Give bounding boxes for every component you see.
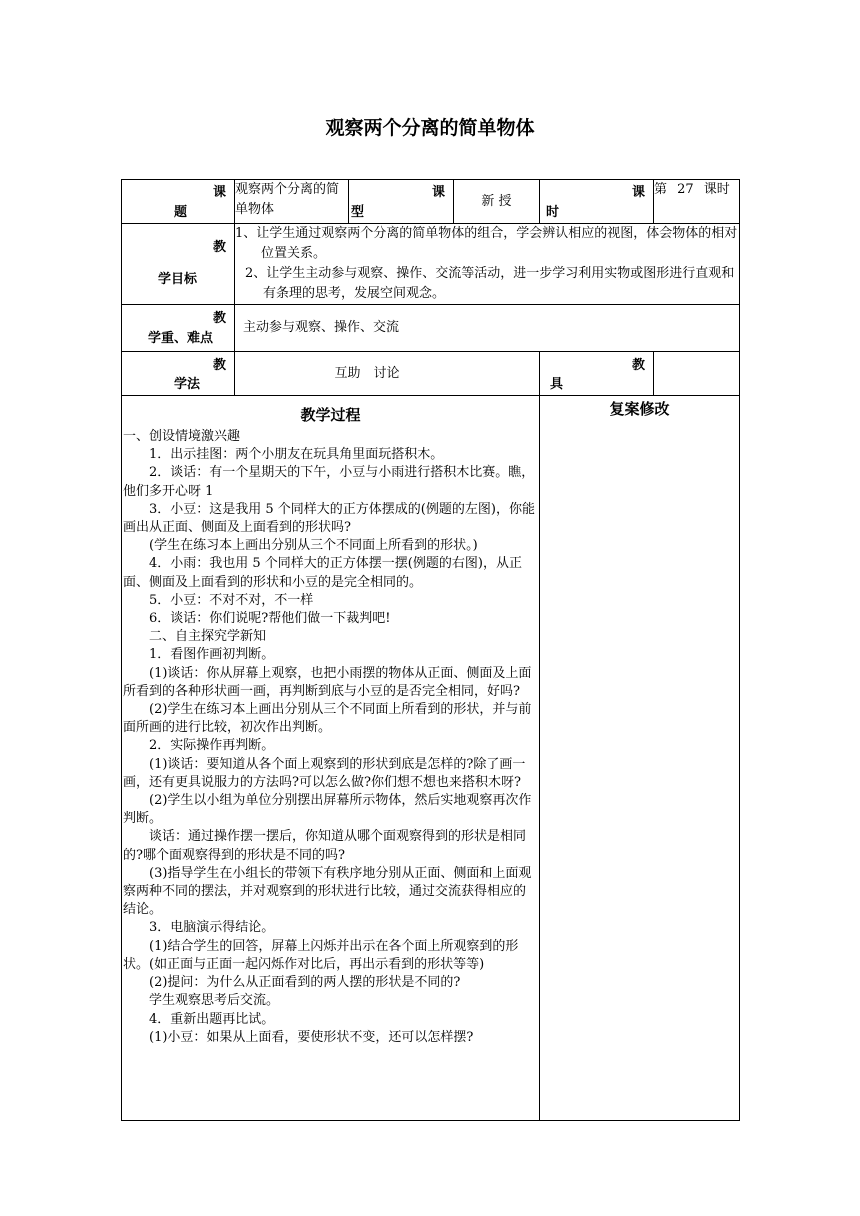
lesson-plan-table [121, 179, 740, 1121]
process-line: 2．谈话：有一个星期天的下午，小豆与小雨进行搭积木比赛。瞧，他们多开心呀 1 [123, 465, 535, 499]
type-label-cell [349, 180, 454, 224]
process-line: 1．出示挂图：两个小朋友在玩具角里面玩搭积木。 [149, 447, 444, 463]
process-line: (2)学生以小组为单位分别摆出屏幕所示物体，然后实地观察再次作判断。 [123, 793, 532, 827]
process-heading: 教学过程 [300, 406, 361, 424]
process-line: (1)结合学生的回答，屏幕上闪烁并出示在各个面上所观察到的形状。(如正面与正面一起闪烁作对比后，再出示看到的形状等等) [123, 938, 519, 972]
goals-label-bottom: 学目标 [158, 272, 198, 287]
goal-item-1: 1、让学生通过观察两个分离的简单物体的组合，学会辨认相应的视图，体会物体的相对位置关系。 [235, 226, 738, 261]
process-line: (2)学生在练习本上画出分别从三个不同面上所看到的形状，并与前面所画的进行比较，初次作出判断。 [123, 702, 532, 736]
process-line: 3．小豆：这是我用 5 个同样大的正方体摆成的(例题的左图)，你能画出从正面、侧面及上面看到的形状吗? [123, 501, 535, 536]
tools-label-top: 教 [631, 358, 645, 373]
goals-row [122, 224, 740, 305]
process-row [122, 396, 740, 1121]
process-line: (1)谈话：你从屏幕上观察，也把小雨摆的物体从正面、侧面及上面所看到的各种形状画一画，再判断到底与小豆的是否完全相同，好吗? [123, 665, 532, 699]
process-line: (3)指导学生在小组长的带领下有秩序地分别从正面、侧面和上面观察两种不同的摆法，并对观察到的形状进行比较，通过交流获得相应的结论。 [123, 865, 532, 918]
topic-label-top: 课 [212, 185, 226, 200]
process-line: 2．实际操作再判断。 [149, 738, 275, 754]
hours-value: 第 27 课时 [654, 180, 740, 224]
method-label-top: 教 [212, 358, 226, 373]
keypoints-row [122, 305, 740, 352]
process-line: 二、自主探究学新知 [149, 629, 267, 645]
keypoints-label-bottom: 学重、难点 [148, 331, 214, 346]
process-line: 4．小雨：我也用 5 个同样大的正方体摆一摆(例题的右图)，从正面、侧面及上面看到的形状和小豆的是完全相同的。 [123, 556, 522, 590]
keypoints-value: 主动参与观察、操作、交流 [235, 305, 740, 352]
page-title: 观察两个分离的简单物体 [325, 117, 535, 139]
topic-value: 观察两个分离的简单物体 [235, 180, 349, 224]
method-label-bottom: 学法 [174, 377, 201, 392]
goals-label-cell [122, 224, 235, 305]
process-line: 学生观察思考后交流。 [149, 993, 280, 1009]
hours-label-top: 课 [631, 185, 645, 200]
process-line: 1．看图作画初判断。 [149, 647, 275, 663]
keypoints-label-top: 教 [212, 311, 226, 326]
process-cell [122, 396, 540, 1121]
tools-label-cell [540, 352, 654, 396]
tools-value [654, 352, 740, 396]
process-line: 4．重新出题再比试。 [149, 1011, 275, 1027]
method-value: 互助 讨论 [235, 352, 540, 396]
topic-label-cell [122, 180, 235, 224]
goals-label-top: 教 [212, 240, 226, 255]
process-line: (2)提问：为什么从正面看到的两人摆的形状是不同的? [149, 975, 461, 991]
method-label-cell [122, 352, 235, 396]
type-label-bottom: 型 [351, 205, 365, 220]
revision-heading: 复案修改 [609, 400, 670, 418]
process-line: (1)谈话：要知道从各个面上观察到的形状到底是怎样的?除了画一画，还有更具说服力的方法吗?可以怎么做?你们想不想也来搭积木呀? [123, 756, 526, 790]
tools-label-bottom: 具 [550, 377, 564, 392]
process-lines [122, 428, 539, 1047]
goal-item-2: 2、让学生主动参与观察、操作、交流等活动，进一步学习利用实物或图形进行直观和有条理的思考，发展空间观念。 [245, 266, 735, 301]
process-line: 谈话：通过操作摆一摆后，你知道从哪个面观察得到的形状是相同的?哪个面观察得到的形状是不同的吗? [123, 829, 527, 863]
header-row [122, 180, 740, 224]
keypoints-label-cell [122, 305, 235, 352]
goals-content [235, 224, 740, 305]
process-line: (学生在练习本上画出分别从三个不同面上所看到的形状。) [149, 538, 478, 554]
process-line: 一、创设情境激兴趣 [123, 429, 241, 444]
hours-label-bottom: 时 [546, 205, 560, 220]
process-line: 5．小豆：不对不对，不一样 [149, 592, 314, 608]
type-value: 新 授 [454, 180, 540, 224]
topic-label-bottom: 题 [174, 205, 188, 220]
revision-cell [540, 396, 740, 1121]
process-line: (1)小豆：如果从上面看，要使形状不变，还可以怎样摆? [149, 1029, 474, 1045]
process-line: 6．谈话：你们说呢?帮他们做一下裁判吧! [149, 611, 391, 627]
process-line: 3．电脑演示得结论。 [149, 920, 275, 936]
method-row [122, 352, 740, 396]
hours-label-cell [540, 180, 654, 224]
type-label-top: 课 [431, 185, 445, 200]
